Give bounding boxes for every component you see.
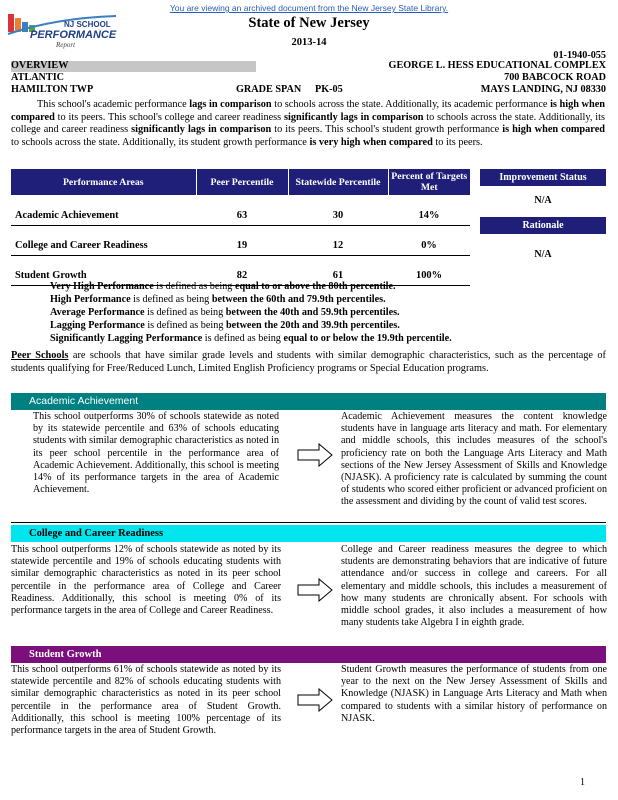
legend-term: Lagging Performance xyxy=(50,320,145,331)
logo-line1: NJ SCHOOL xyxy=(64,20,111,29)
school-address-line2: MAYS LANDING, NJ 08330 xyxy=(480,84,606,95)
legend-item xyxy=(50,306,452,319)
performance-summary xyxy=(11,99,605,149)
legend-item xyxy=(50,332,452,345)
peer-schools-text: are schools that have similar grade levels and students with similar demographic characteristics, such as the percentage of students qualifying for Free/Reduced Lunch, Limited English Proficiency programs or Special Education programs. xyxy=(11,350,606,374)
school-code: 01-1940-055 xyxy=(553,50,606,61)
summary-emphasis: is very high when compared xyxy=(309,136,433,148)
summary-text: to schools across the state. Additionally, its college and career readiness xyxy=(11,111,605,136)
overview-label: OVERVIEW xyxy=(11,60,69,71)
grade-span-label: GRADE SPAN xyxy=(236,84,302,95)
legend-term: Average Performance xyxy=(50,307,145,318)
section-divider xyxy=(11,522,606,523)
table-cell: 19 xyxy=(196,225,288,255)
table-cell: 82 xyxy=(196,255,288,285)
section-header-college-career-readiness: College and Career Readiness xyxy=(11,525,606,542)
page-number: 1 xyxy=(580,777,585,788)
legend-text: is defined as being xyxy=(202,333,284,344)
summary-text: to its peers. xyxy=(432,136,483,148)
archive-banner-link[interactable]: You are viewing an archived document from the New Jersey State Library. xyxy=(169,3,449,13)
table-cell: 14% xyxy=(388,195,470,225)
page-title: State of New Jersey xyxy=(248,15,370,31)
student-growth-description: Student Growth measures the performance of students from one year to the next on the New Jersey Assessment of Skills and Knowledge (NJASK) in Language Arts Literacy and Math when compared to students with a similar history of performance on NJASK. xyxy=(341,664,607,724)
legend-range: between the 20th and 39.9th percentiles. xyxy=(225,320,400,331)
improvement-status-header: Improvement Status xyxy=(480,169,606,186)
student-growth-summary: This school outperforms 61% of schools statewide as noted by its statewide percentile and 82% of schools educating students with similar demographic characteristics as noted in its peer school percentile in the performance area of Student Growth. Additionally, this school is meeting 100% percentage of its performance targets in the area of Student Growth. xyxy=(11,664,281,737)
peer-schools-term: Peer Schools xyxy=(11,350,69,361)
legend-text: is defined as being xyxy=(130,294,212,305)
table-row xyxy=(11,225,470,255)
legend-range: between the 60th and 79.9th percentiles. xyxy=(211,294,386,305)
legend-range: between the 40th and 59.9th percentiles. xyxy=(225,307,400,318)
performance-table-header xyxy=(11,169,470,195)
arrow-right-icon xyxy=(297,688,333,712)
legend-text: is defined as being xyxy=(153,281,235,292)
summary-emphasis: is high when compared xyxy=(11,99,606,123)
college-career-readiness-description: College and Career readiness measures the degree to which students are demonstrating behaviors that are indicative of future attendance and/or success in college and careers. For all elementary and middle schools, this includes a measurement of how many students are chronically absent. For schools with middle school grades, it also includes a measurement of how many students take Algebra I in eighth grade. xyxy=(341,544,607,629)
legend-item xyxy=(50,280,452,293)
section-header-academic-achievement: Academic Achievement xyxy=(11,393,606,410)
academic-achievement-summary: This school outperforms 30% of schools statewide as noted by its statewide percentile and 63% of schools educating students with similar demographic characteristics as noted in its peer school percentile in the performance area of Academic Achievement. Additionally, this school is meeting 14% of its performance targets in the area of Academic Achievement. xyxy=(33,411,279,496)
column-header: Statewide Percentile xyxy=(288,169,388,195)
section-header-student-growth: Student Growth xyxy=(11,646,606,663)
legend-term: Significantly Lagging Performance xyxy=(50,333,203,344)
legend-item xyxy=(50,293,452,306)
logo-line3: Report xyxy=(56,41,76,49)
legend-range: equal to or above the 80th percentile. xyxy=(234,281,396,292)
legend-term: High Performance xyxy=(50,294,131,305)
summary-emphasis: significantly lags in comparison xyxy=(284,111,424,123)
grade-span-value: PK-05 xyxy=(315,84,343,95)
summary-text: to schools across the state. Additionally, its academic performance xyxy=(271,99,551,110)
table-cell: Academic Achievement xyxy=(11,195,196,225)
table-row xyxy=(11,195,470,225)
school-year: 2013-14 xyxy=(291,37,327,48)
rationale-value: N/A xyxy=(534,249,552,260)
column-header: Performance Areas xyxy=(11,169,196,195)
peer-schools-definition xyxy=(11,350,606,375)
district-name: HAMILTON TWP xyxy=(11,84,94,95)
county-name: ATLANTIC xyxy=(11,72,65,83)
logo-line2: PERFORMANCE xyxy=(30,29,117,41)
table-cell: 0% xyxy=(388,225,470,255)
school-name: GEORGE L. HESS EDUCATIONAL COMPLEX xyxy=(388,60,606,71)
legend-range: equal to or below the 19.9th percentile. xyxy=(283,333,452,344)
school-address-line1: 700 BABCOCK ROAD xyxy=(504,72,606,83)
college-career-readiness-summary: This school outperforms 12% of schools statewide as noted by its statewide percentile and 19% of schools educating students with similar demographic characteristics as noted in its peer school percentile in the performance area of College and Career Readiness. Additionally, this school is meeting 0% of its performance targets in the area of College and Career Readiness. xyxy=(11,544,281,617)
arrow-right-icon xyxy=(297,578,333,602)
legend-text: is defined as being xyxy=(144,307,226,318)
table-cell: 100% xyxy=(388,255,470,285)
table-cell: 61 xyxy=(288,255,388,285)
performance-table xyxy=(11,169,470,286)
summary-text: This school's academic performance xyxy=(37,99,190,110)
improvement-status-value: N/A xyxy=(534,195,552,206)
column-header: Peer Percentile xyxy=(196,169,288,195)
summary-text: to its peers. This school's student growth performance xyxy=(271,124,503,136)
table-cell: 63 xyxy=(196,195,288,225)
rationale-header: Rationale xyxy=(480,217,606,234)
table-cell: College and Career Readiness xyxy=(11,225,196,255)
legend-item xyxy=(50,319,452,332)
summary-text: to schools across the state. Additionally, its student growth performance xyxy=(11,136,310,148)
legend-text: is defined as being xyxy=(144,320,226,331)
summary-text: to its peers. This school's college and career readiness xyxy=(54,111,284,123)
academic-achievement-description: Academic Achievement measures the content knowledge students have in language arts literacy and math. For elementary and middle schools, this includes measures of the school's proficiency rate on both the Language Arts Literacy and Math sections of the New Jersey Assessment of Skills and Knowledge (NJASK). A proficiency rate is calculated by summing the count of students who scored either proficient or advanced proficient on the assessment and dividing by the count of valid test scores. xyxy=(341,411,607,508)
arrow-right-icon xyxy=(297,443,333,467)
performance-legend xyxy=(50,280,452,345)
summary-emphasis: is high when compared xyxy=(502,124,605,136)
legend-term: Very High Performance xyxy=(50,281,154,292)
column-header: Percent of Targets Met xyxy=(388,169,470,195)
table-cell: 12 xyxy=(288,225,388,255)
summary-emphasis: lags in comparison xyxy=(189,99,272,110)
table-cell: Student Growth xyxy=(11,255,196,285)
table-cell: 30 xyxy=(288,195,388,225)
summary-emphasis: significantly lags in comparison xyxy=(131,124,272,136)
